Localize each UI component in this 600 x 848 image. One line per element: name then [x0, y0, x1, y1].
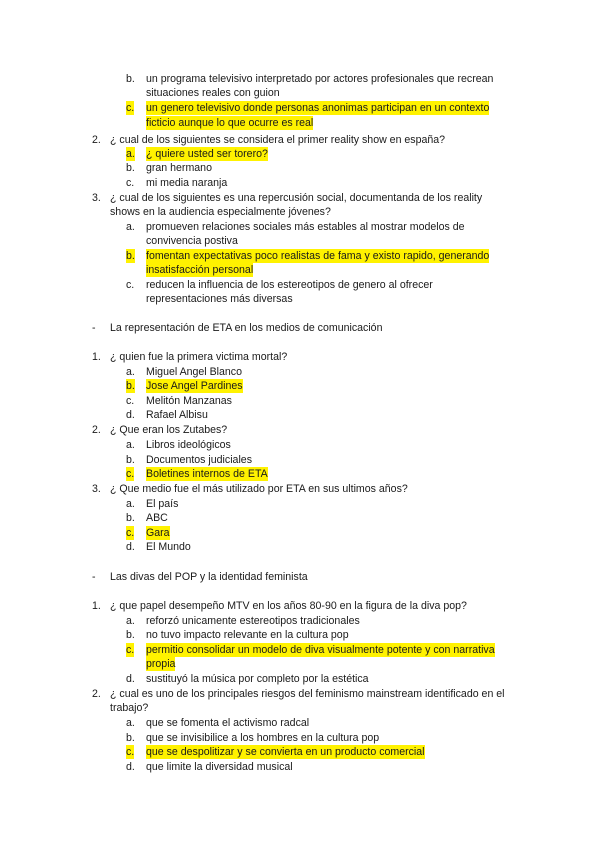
pop-question-1: ¿ que papel desempeño MTV en los años 80-90 en la figura de la diva pop?	[110, 600, 467, 612]
pop-q1-option-d: sustituyó la música por completo por la estética	[146, 673, 369, 685]
eta-question-2: ¿ Que eran los Zutabes?	[110, 424, 228, 436]
q1-option-b: un programa televisivo interpretado por actores profesionales que recrean	[146, 73, 494, 85]
pop-question-2-cont: trabajo?	[110, 702, 149, 714]
q2-option-b: gran hermano	[146, 162, 212, 174]
q3-option-a: promueven relaciones sociales más estables al mostrar modelos de	[146, 221, 465, 233]
eta-question-3: ¿ Que medio fue el más utilizado por ETA en sus ultimos años?	[110, 483, 408, 495]
question-3: ¿ cual de los siguientes es una repercusión social, documentanda de los reality	[110, 192, 483, 204]
option-marker: b.	[126, 73, 135, 85]
option-marker: a.	[126, 148, 135, 160]
eta-q1-option-c: Melitón Manzanas	[146, 395, 232, 407]
pop-q1-option-b: no tuvo impacto relevante en la cultura pop	[146, 629, 349, 641]
option-marker: b.	[126, 629, 135, 641]
question-number: 2.	[92, 134, 101, 146]
question-number: 1.	[92, 600, 101, 612]
section-dash: -	[92, 322, 96, 334]
q3-option-b-highlighted-cont: insatisfacción personal	[146, 264, 254, 276]
question-number: 3.	[92, 483, 101, 495]
option-marker: a.	[126, 221, 135, 233]
option-marker: c.	[126, 468, 135, 480]
question-number: 2.	[92, 424, 101, 436]
option-marker: c.	[126, 746, 135, 758]
option-marker: d.	[126, 409, 135, 421]
section-heading-eta: La representación de ETA en los medios de comunicación	[110, 322, 383, 334]
option-marker: c.	[126, 644, 135, 656]
eta-q3-option-d: El Mundo	[146, 541, 191, 553]
option-marker: b.	[126, 250, 135, 262]
option-marker: c.	[126, 527, 135, 539]
option-marker: b.	[126, 454, 135, 466]
q3-option-b-highlighted: fomentan expectativas poco realistas de fama y existo rapido, generando	[146, 250, 490, 262]
eta-q1-option-a: Miguel Angel Blanco	[146, 366, 242, 378]
option-marker: c.	[126, 177, 135, 189]
option-marker: d.	[126, 541, 135, 553]
option-marker: b.	[126, 732, 135, 744]
q3-option-c: reducen la influencia de los estereotipos de genero al ofrecer	[146, 279, 433, 291]
option-marker: a.	[126, 615, 135, 627]
question-number: 2.	[92, 688, 101, 700]
pop-q1-option-c-highlighted-cont: propia	[146, 658, 176, 670]
eta-q3-option-a: El país	[146, 498, 179, 510]
option-marker: a.	[126, 439, 135, 451]
pop-q2-option-a: que se fomenta el activismo radcal	[146, 717, 310, 729]
q2-option-c: mi media naranja	[146, 177, 228, 189]
option-marker: b.	[126, 162, 135, 174]
section-dash: -	[92, 571, 96, 583]
option-marker: c.	[126, 279, 135, 291]
eta-q1-option-d: Rafael Albisu	[146, 409, 208, 421]
q1-option-c-highlighted-cont: ficticio aunque lo que ocurre es real	[146, 117, 314, 129]
option-marker: a.	[126, 366, 135, 378]
eta-question-1: ¿ quien fue la primera victima mortal?	[110, 351, 288, 363]
question-2: ¿ cual de los siguientes se considera el primer reality show en españa?	[110, 134, 446, 146]
pop-q1-option-c-highlighted: permitio consolidar un modelo de diva visualmente potente y con narrativa	[146, 644, 495, 656]
option-marker: d.	[126, 673, 135, 685]
eta-q1-option-b-highlighted: Jose Angel Pardines	[146, 380, 243, 392]
eta-q2-option-a: Libros ideológicos	[146, 439, 231, 451]
q3-option-c-cont: representaciones más diversas	[146, 293, 293, 305]
pop-q2-option-b: que se invisibilice a los hombres en la cultura pop	[146, 732, 380, 744]
q1-option-c-highlighted: un genero televisivo donde personas anonimas participan en un contexto	[146, 102, 490, 114]
question-number: 3.	[92, 192, 101, 204]
q3-option-a-cont: convivencia postiva	[146, 235, 238, 247]
option-marker: b.	[126, 512, 135, 524]
option-marker: d.	[126, 761, 135, 773]
eta-q3-option-c-highlighted: Gara	[146, 527, 170, 539]
option-marker: a.	[126, 498, 135, 510]
option-marker: c.	[126, 395, 135, 407]
question-3-cont: shows en la audiencia especialmente jóvenes?	[110, 206, 331, 218]
pop-q1-option-a: reforzó unicamente estereotipos tradicionales	[146, 615, 360, 627]
eta-q2-option-c-highlighted: Boletines internos de ETA	[146, 468, 268, 480]
q1-option-b-cont: situaciones reales con guion	[146, 87, 280, 99]
option-marker: c.	[126, 102, 135, 114]
eta-q2-option-b: Documentos judiciales	[146, 454, 252, 466]
pop-q2-option-d: que limite la diversidad musical	[146, 761, 293, 773]
pop-q2-option-c-highlighted: que se despolitizar y se convierta en un producto comercial	[146, 746, 425, 758]
question-number: 1.	[92, 351, 101, 363]
section-heading-pop: Las divas del POP y la identidad feminista	[110, 571, 308, 583]
pop-question-2: ¿ cual es uno de los principales riesgos del feminismo mainstream identificado en el	[110, 688, 505, 700]
q2-option-a-highlighted: ¿ quiere usted ser torero?	[146, 148, 268, 160]
eta-q3-option-b: ABC	[146, 512, 168, 524]
option-marker: b.	[126, 380, 135, 392]
option-marker: a.	[126, 717, 135, 729]
